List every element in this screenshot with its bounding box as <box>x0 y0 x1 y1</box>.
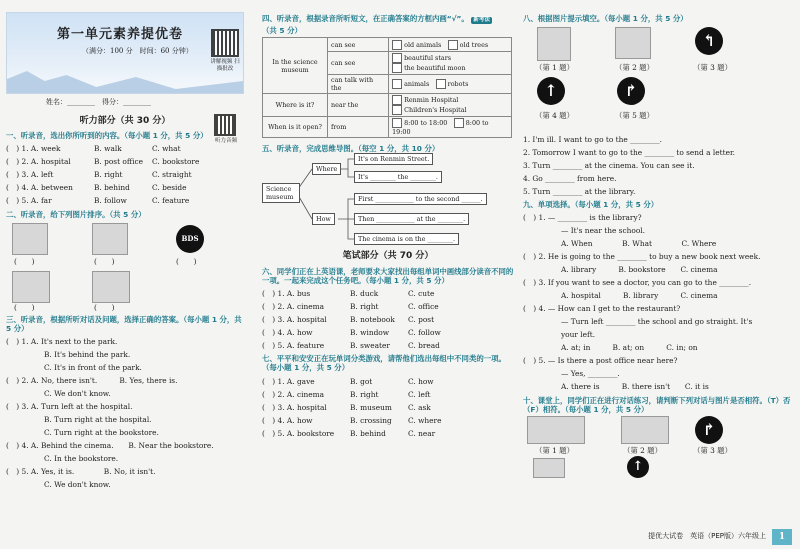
mind-map-how: How <box>312 213 335 225</box>
option-text: 8:00 to 18:00 <box>404 119 448 128</box>
checkbox[interactable] <box>448 40 458 50</box>
question-row: ( ) 5. A. Yes, it is. B. No, it isn't. <box>6 467 156 477</box>
dialogue-picture-4 <box>533 458 565 478</box>
question-3-options <box>6 335 244 491</box>
table-cell: from <box>328 117 389 138</box>
table-cell: can see <box>328 52 389 75</box>
table-cell: can see <box>328 38 389 52</box>
question-row: A. at; in B. at; on C. in; on <box>561 343 698 353</box>
qr-code-icon <box>213 31 237 55</box>
go-straight-sign-icon: ↑ <box>537 77 565 105</box>
question-7-heading: 七、平平和安安正在玩单词分类游戏，请帮他们选出每组中不同类的一项。（每小题 1 分，共 5 分） <box>262 354 506 373</box>
question-row: 5. Turn ________ at the library. <box>523 187 636 197</box>
answer-blank[interactable]: ( ) <box>176 256 197 266</box>
qr-audio-caption: 听力音频 <box>214 138 237 144</box>
question-row: C. We don't know. <box>44 480 111 490</box>
question-row: C. We don't know. <box>44 389 111 399</box>
option-text[interactable]: C. office <box>408 302 439 311</box>
option-text[interactable]: ( ) 5. A. bookstore <box>262 428 335 438</box>
option-text[interactable]: B. sweater <box>350 341 390 350</box>
question-row: B. It's behind the park. <box>44 350 131 360</box>
question-row: 2. Tomorrow I want to go to the ________ to send a letter. <box>523 148 736 158</box>
post-office-picture <box>615 27 651 59</box>
mind-map-where: Where <box>312 163 341 175</box>
answer-blank[interactable]: ( ) <box>94 302 115 312</box>
option-text[interactable]: ( ) 2. A. hospital <box>6 157 71 167</box>
question-6-heading: 六、同学们正在上英语课，老师要求大家找出每组单词中画线部分读音不同的一项。一起来完成这个任务吧。（每小题 1 分，共 5 分） <box>262 266 514 285</box>
option-text[interactable]: ( ) 1. A. gave <box>262 376 315 386</box>
footer-text: 提优大试卷 英语（PEP版）六年级上 <box>648 532 766 540</box>
question-4-score: （共 5 分） <box>262 25 302 35</box>
table-cell: near the <box>328 94 389 117</box>
question-row: C. In the bookstore. <box>44 454 119 464</box>
option-text[interactable]: C. beside <box>152 183 187 193</box>
question-row: ( ) 3. If you want to see a doctor, you can go to the ________. <box>523 278 752 288</box>
question-row <box>262 339 514 352</box>
option-text[interactable]: C. cute <box>408 289 435 298</box>
picture-label: （第 2 题） <box>615 63 654 73</box>
qr-caption: 讲解视频 扫描批改 <box>210 59 240 72</box>
table-row-label: In the science museum <box>263 38 328 94</box>
go-straight-sign-icon: ↑ <box>627 456 649 478</box>
question-1-options <box>6 143 244 208</box>
option-text[interactable]: ( ) 2. A. cinema <box>262 302 324 311</box>
column-2 <box>262 12 514 440</box>
written-title: 笔试部分（共 70 分） <box>342 251 434 262</box>
qr-audio-icon <box>216 116 234 134</box>
header-banner <box>6 12 244 94</box>
option-text[interactable]: B. right <box>94 170 123 180</box>
question-row: A. When B. What C. Where <box>561 239 717 249</box>
question-7-options <box>262 375 514 440</box>
option-text[interactable]: B. follow <box>94 196 127 206</box>
question-6-options <box>262 287 514 352</box>
name-score-line: 姓名：________ 得分：________ <box>46 98 151 106</box>
table-row-label: Where is it? <box>263 94 328 117</box>
turn-left-sign-icon: ↰ <box>695 27 723 55</box>
option-text[interactable]: C. how <box>408 376 434 386</box>
hospital-picture <box>92 223 128 255</box>
checkbox[interactable] <box>454 118 464 128</box>
option-text[interactable]: ( ) 4. A. how <box>262 328 313 337</box>
question-row: ( ) 4. A. Behind the cinema. B. Near the bookstore. <box>6 441 214 451</box>
option-text: old animals <box>404 40 442 49</box>
question-8-heading: 八、根据图片提示填空。（每小题 1 分，共 5 分） <box>523 14 688 23</box>
checkbox[interactable] <box>392 53 402 63</box>
option-text[interactable]: B. museum <box>350 402 392 412</box>
question-2-heading: 二、听录音，给下列图片排序。（共 5 分） <box>6 209 146 219</box>
checkbox[interactable] <box>392 118 402 128</box>
table-cell: can talk with the <box>328 75 389 94</box>
question-row: ( ) 2. A. No, there isn't. B. Yes, there is. <box>6 376 178 386</box>
question-4-heading: 四、听录音，根据录音所听短文，在正确答案的方框内画“√”。 <box>262 14 469 23</box>
option-text: old trees <box>459 40 489 49</box>
question-8-pictures <box>523 25 793 133</box>
question-5-heading: 五、听录音，完成思维导图。（每空 1 分，共 10 分） <box>262 144 440 154</box>
question-row: ( ) 4. — How can I get to the restaurant? <box>523 304 681 314</box>
option-text[interactable]: C. straight <box>152 170 192 180</box>
question-row <box>262 427 514 440</box>
mind-map-branch[interactable]: The cinema is on the ________. <box>354 233 459 245</box>
option-text: robots <box>447 80 469 89</box>
new-format-tag: 新考法 <box>473 17 490 23</box>
question-8-items <box>523 133 793 198</box>
question-row: A. hospital B. library C. cinema <box>561 291 718 301</box>
question-row <box>6 156 244 169</box>
option-text[interactable]: C. bookstore <box>152 157 200 167</box>
option-text[interactable]: B. duck <box>350 289 379 298</box>
question-row: B. Turn right at the hospital. <box>44 415 152 425</box>
option-text: the beautiful moon <box>404 64 466 73</box>
option-text[interactable]: C. post <box>408 315 435 324</box>
option-text[interactable]: B. behind <box>94 183 130 193</box>
answer-blank[interactable]: ( ) <box>14 302 35 312</box>
question-row: — It's near the school. <box>561 226 645 236</box>
mind-map-root: Science museum <box>262 183 300 203</box>
question-10-heading: 十、课堂上，同学们正在进行对话练习，请判断下列对话与图片是否相符。（T）否（F）相符。（每小题 1 分，共 5 分） <box>523 395 791 414</box>
option-text[interactable]: C. where <box>408 415 442 425</box>
option-text[interactable]: ( ) 1. A. bus <box>262 289 311 298</box>
question-row: ( ) 1. A. It's next to the park. <box>6 337 118 347</box>
checkbox[interactable] <box>392 105 402 115</box>
question-row: C. It's in front of the park. <box>44 363 142 373</box>
option-text[interactable]: ( ) 5. A. feature <box>262 341 325 350</box>
checkbox[interactable] <box>436 79 446 89</box>
answer-blank[interactable]: ( ) <box>94 256 115 266</box>
answer-blank[interactable]: ( ) <box>14 256 35 266</box>
question-row <box>262 401 514 414</box>
turn-right-sign-icon: ↱ <box>617 77 645 105</box>
checkbox[interactable] <box>392 63 402 73</box>
dialogue-picture-1 <box>527 416 585 444</box>
question-row <box>262 287 514 300</box>
map-pin-icon: BDS <box>176 225 204 253</box>
option-text[interactable]: ( ) 4. A. how <box>262 415 313 425</box>
listening-title: 听力部分（共 30 分） <box>79 116 171 126</box>
mind-map-branch: It's on Renmin Street. <box>354 153 433 165</box>
question-row: 3. Turn ________ at the cinema. You can see it. <box>523 161 695 171</box>
option-text[interactable]: ( ) 1. A. week <box>6 144 61 154</box>
paper-subtitle: （满分：100 分 时间：60 分钟） <box>82 47 193 55</box>
question-row: ( ) 3. A. Turn left at the hospital. <box>6 402 133 412</box>
question-9-heading: 九、单项选择。（每小题 1 分，共 5 分） <box>523 200 659 210</box>
option-text[interactable]: B. crossing <box>350 415 392 425</box>
picture-label: （第 3 题） <box>693 446 732 455</box>
option-text[interactable]: B. right <box>350 302 379 311</box>
checkbox[interactable] <box>392 40 402 50</box>
turn-right-sign-icon: ↱ <box>695 416 723 444</box>
mind-map-branch[interactable]: First ____________ to the second ______. <box>354 193 487 205</box>
option-text[interactable]: ( ) 2. A. cinema <box>262 389 324 399</box>
question-row: your left. <box>561 330 596 340</box>
science-museum-table <box>262 37 512 138</box>
mind-map <box>262 155 514 244</box>
question-row <box>6 169 244 182</box>
hospital-picture <box>537 27 571 61</box>
question-row: A. there is B. there isn't C. it is <box>561 382 709 392</box>
option-text[interactable]: ( ) 4. A. between <box>6 183 73 193</box>
checkbox[interactable] <box>392 95 402 105</box>
mind-map-branch[interactable]: It's ________ the ________. <box>354 171 442 183</box>
paper-title: 第一单元素养提优卷 <box>57 27 184 42</box>
option-text[interactable]: C. what <box>152 144 181 154</box>
option-text[interactable]: B. right <box>350 389 379 399</box>
page-number: 1 <box>772 529 792 545</box>
checkbox[interactable] <box>392 79 402 89</box>
question-row <box>262 414 514 427</box>
bookstore-picture <box>12 223 48 255</box>
option-text[interactable]: C. ask <box>408 402 431 412</box>
option-text[interactable]: B. post office <box>94 157 143 167</box>
question-row: C. Turn right at the bookstore. <box>44 428 159 438</box>
question-9-items <box>523 212 793 394</box>
option-text[interactable]: ( ) 5. A. far <box>6 196 52 206</box>
question-row: ( ) 5. — Is there a post office near here? <box>523 356 678 366</box>
cinema-picture <box>92 271 130 303</box>
option-text[interactable]: B. window <box>350 328 390 337</box>
option-text[interactable]: B. got <box>350 376 373 386</box>
option-text[interactable]: C. near <box>408 428 436 438</box>
option-text[interactable]: C. feature <box>152 196 190 206</box>
option-text[interactable]: C. left <box>408 389 431 399</box>
column-3 <box>523 12 793 486</box>
option-text: animals <box>404 80 430 89</box>
picture-label: （第 4 题） <box>535 111 574 121</box>
question-10-pictures <box>523 416 793 486</box>
question-row <box>262 326 514 339</box>
question-row: — Yes, ________. <box>561 369 620 379</box>
option-text: beautiful stars <box>404 54 452 63</box>
question-row <box>262 388 514 401</box>
option-text[interactable]: C. follow <box>408 328 441 337</box>
option-text[interactable]: ( ) 3. A. left <box>6 170 54 180</box>
question-row <box>262 375 514 388</box>
picture-label: （第 5 题） <box>615 111 654 121</box>
option-text: Children's Hospital <box>404 106 467 115</box>
question-row: 1. I'm ill. I want to go to the ________. <box>523 135 663 145</box>
column-1 <box>6 12 244 491</box>
option-text[interactable]: B. notebook <box>350 315 395 324</box>
question-1-heading: 一、听录音，选出你所听到的内容。（每小题 1 分，共 5 分） <box>6 131 208 141</box>
picture-label: （第 1 题） <box>535 63 574 73</box>
museum-picture <box>12 271 50 303</box>
dialogue-picture-2 <box>621 416 669 444</box>
question-row <box>6 195 244 208</box>
picture-label: （第 3 题） <box>693 63 732 73</box>
option-text[interactable]: ( ) 3. A. hospital <box>262 315 327 324</box>
option-text[interactable]: B. behind <box>350 428 386 438</box>
mind-map-branch[interactable]: Then ____________ at the ________. <box>354 213 469 225</box>
question-2-pictures <box>6 221 244 313</box>
question-row: — Turn left ________ the school and go straight. It's <box>561 317 753 327</box>
option-text: Renmin Hospital <box>404 96 459 105</box>
option-text: 8:00 to 19:00 <box>392 119 489 137</box>
option-text[interactable]: B. walk <box>94 144 122 154</box>
question-row: 4. Go ________ from here. <box>523 174 617 184</box>
table-row-label: When is it open? <box>263 117 328 138</box>
question-row <box>6 182 244 195</box>
picture-label: （第 2 题） <box>623 446 662 455</box>
question-row: ( ) 1. — ________ is the library? <box>523 213 642 223</box>
question-3-heading: 三、听录音，根据所听对话及问题，选择正确的答案。（每小题 1 分，共 5 分） <box>6 314 242 333</box>
question-row <box>262 300 514 313</box>
option-text[interactable]: ( ) 3. A. hospital <box>262 402 327 412</box>
picture-label: （第 1 题） <box>535 446 574 455</box>
question-row: A. library B. bookstore C. cinema <box>561 265 718 275</box>
question-row <box>262 313 514 326</box>
option-text[interactable]: C. bread <box>408 341 440 350</box>
question-row: ( ) 2. He is going to the ________ to buy a new book next week. <box>523 252 761 262</box>
